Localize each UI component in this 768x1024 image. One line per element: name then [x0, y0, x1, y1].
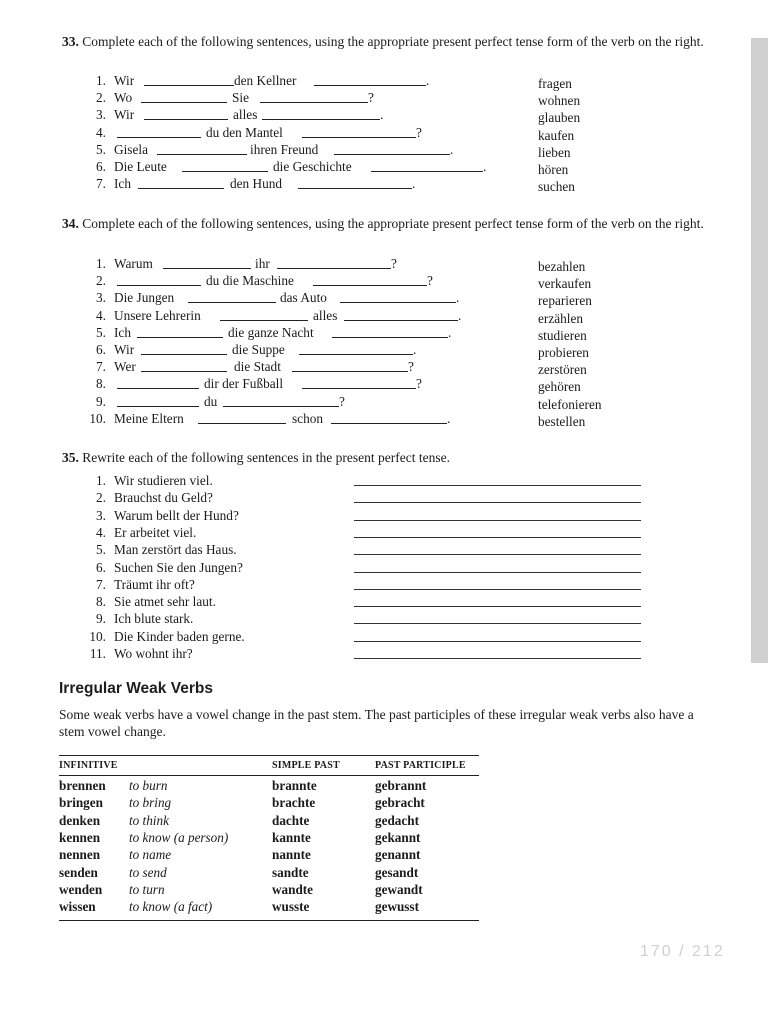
- simple-past-cell: brachte: [272, 795, 316, 811]
- item-number: 7.: [96, 576, 106, 592]
- item-number: 5.: [96, 542, 106, 558]
- infinitive-cell: kennen: [59, 829, 101, 845]
- verb-hint-row: [0, 344, 768, 361]
- meaning-cell: to know (a fact): [129, 899, 213, 915]
- exercise-instruction: Complete each of the following sentences, using the appropriate present perfect tense form of the verb on the right.: [82, 34, 704, 49]
- past-participle-cell: gewusst: [375, 899, 419, 915]
- item-text-middle: schon: [292, 410, 324, 426]
- item-number: 10.: [89, 628, 106, 644]
- verb-hint: gehören: [538, 379, 581, 395]
- verb-hint: suchen: [538, 179, 575, 195]
- item-punctuation: ?: [416, 124, 422, 140]
- rewrite-item: [0, 628, 768, 645]
- verb-hint-row: [0, 310, 768, 327]
- item-number: 4.: [96, 524, 106, 540]
- item-number: 3.: [96, 507, 106, 523]
- answer-line[interactable]: [354, 606, 641, 607]
- item-text-middle: du: [204, 393, 218, 409]
- verb-hint-row: [0, 92, 768, 109]
- item-sentence: Man zerstört das Haus.: [114, 542, 237, 558]
- infinitive-cell: wenden: [59, 881, 103, 897]
- item-text-start: Die Jungen: [114, 290, 175, 306]
- section-title: Irregular Weak Verbs: [59, 680, 213, 697]
- verb-hint: wohnen: [538, 93, 581, 109]
- item-number: 1.: [96, 73, 106, 88]
- item-sentence: Wir studieren viel.: [114, 473, 213, 488]
- item-text-start: Unsere Lehrerin: [114, 307, 201, 323]
- rewrite-item: [0, 576, 768, 593]
- item-number: 6.: [96, 342, 106, 357]
- item-punctuation: .: [447, 410, 451, 426]
- infinitive-cell: wissen: [59, 899, 96, 915]
- item-number: 2.: [96, 273, 106, 289]
- item-punctuation: ?: [368, 90, 374, 106]
- answer-line[interactable]: [354, 572, 641, 573]
- verb-hint: probieren: [538, 345, 589, 360]
- verb-hint-row: [0, 144, 768, 161]
- simple-past-cell: wusste: [272, 899, 310, 915]
- item-number: 5.: [96, 141, 106, 157]
- item-sentence: Die Kinder baden gerne.: [114, 628, 245, 644]
- item-text-start: Wir: [114, 73, 135, 88]
- answer-line[interactable]: [354, 554, 641, 555]
- item-number: 1.: [96, 473, 106, 488]
- simple-past-cell: brannte: [272, 778, 317, 793]
- verb-hint-row: [0, 127, 768, 144]
- item-text-middle: du den Mantel: [206, 124, 283, 140]
- scrollbar[interactable]: [751, 38, 768, 663]
- item-text-middle: du die Maschine: [206, 273, 294, 289]
- item-text-middle: Sie: [232, 90, 249, 106]
- verb-hint: studieren: [538, 327, 587, 343]
- item-text-middle: ihr: [255, 256, 270, 271]
- past-participle-cell: gebracht: [375, 795, 425, 811]
- rewrite-item: [0, 489, 768, 506]
- item-text-middle: alles: [233, 107, 258, 123]
- simple-past-cell: nannte: [272, 847, 311, 863]
- answer-line[interactable]: [354, 589, 641, 590]
- exercise-number: 33.: [62, 34, 79, 49]
- infinitive-cell: senden: [59, 864, 98, 880]
- item-punctuation: ?: [416, 376, 422, 392]
- item-number: 3.: [96, 290, 106, 306]
- simple-past-cell: dachte: [272, 812, 310, 828]
- item-text-middle: das Auto: [280, 290, 327, 306]
- item-text-middle: dir der Fußball: [204, 376, 284, 392]
- item-number: 9.: [96, 611, 106, 627]
- item-number: 5.: [96, 324, 106, 340]
- verb-hint: kaufen: [538, 127, 575, 143]
- item-text-start: Wir: [114, 107, 135, 123]
- verb-hint-row: [0, 292, 768, 309]
- past-participle-cell: gesandt: [375, 864, 419, 880]
- item-sentence: Brauchst du Geld?: [114, 490, 213, 506]
- simple-past-cell: wandte: [272, 881, 314, 897]
- item-sentence: Träumt ihr oft?: [114, 576, 195, 592]
- item-text-middle: die Geschichte: [273, 159, 352, 174]
- item-punctuation: .: [448, 324, 452, 340]
- past-participle-cell: gekannt: [375, 829, 421, 845]
- item-number: 10.: [89, 410, 106, 426]
- item-punctuation: ?: [408, 359, 414, 375]
- infinitive-cell: denken: [59, 812, 101, 828]
- table-header-rule: [59, 775, 479, 776]
- item-punctuation: .: [426, 73, 430, 88]
- answer-line[interactable]: [354, 658, 641, 659]
- table-top-rule: [59, 755, 479, 756]
- verb-hint-row: [0, 378, 768, 395]
- section-intro: Some weak verbs have a vowel change in the past stem. The past participles of these irregular weak verbs also have a stem vowel change.: [59, 707, 694, 739]
- verb-hint-row: [0, 258, 768, 275]
- answer-line[interactable]: [354, 623, 641, 624]
- answer-line[interactable]: [354, 641, 641, 642]
- item-text-start: Wer: [114, 359, 136, 375]
- rewrite-item: [0, 541, 768, 558]
- rewrite-item: [0, 559, 768, 576]
- verb-hint: verkaufen: [538, 276, 592, 292]
- item-text-start: Warum: [114, 256, 153, 271]
- verb-hint-row: [0, 396, 768, 413]
- item-punctuation: ?: [427, 273, 433, 289]
- item-punctuation: .: [450, 141, 454, 157]
- exercise-34-heading: [62, 215, 714, 232]
- item-sentence: Ich blute stark.: [114, 611, 194, 627]
- verb-hint-row: [0, 109, 768, 126]
- meaning-cell: to know (a person): [129, 829, 229, 845]
- rewrite-item: [0, 472, 768, 489]
- simple-past-cell: kannte: [272, 829, 311, 845]
- item-text-start: Ich: [114, 176, 131, 192]
- item-number: 6.: [96, 159, 106, 174]
- infinitive-cell: bringen: [59, 795, 103, 811]
- item-text-start: Gisela: [114, 141, 148, 157]
- item-text-start: Ich: [114, 324, 131, 340]
- verb-hint: lieben: [538, 144, 571, 160]
- past-participle-cell: gebrannt: [375, 778, 427, 793]
- item-number: 1.: [96, 256, 106, 271]
- table-bottom-rule: [59, 920, 479, 921]
- item-text-middle: die Stadt: [234, 359, 281, 375]
- exercise-instruction: Rewrite each of the following sentences in the present perfect tense.: [82, 450, 450, 465]
- infinitive-cell: nennen: [59, 847, 101, 863]
- item-sentence: Warum bellt der Hund?: [114, 507, 239, 523]
- header-infinitive: INFINITIVE: [59, 760, 118, 771]
- answer-line[interactable]: [354, 520, 641, 521]
- answer-line[interactable]: [354, 502, 641, 503]
- item-punctuation: .: [412, 176, 416, 192]
- item-sentence: Suchen Sie den Jungen?: [114, 559, 243, 575]
- verb-hint-row: [0, 327, 768, 344]
- verb-hint: telefonieren: [538, 396, 602, 412]
- meaning-cell: to think: [129, 812, 169, 828]
- item-punctuation: .: [413, 342, 417, 357]
- item-text-start: Wir: [114, 342, 135, 357]
- item-text-middle: alles: [313, 307, 338, 323]
- item-number: 2.: [96, 490, 106, 506]
- item-text-middle: die ganze Nacht: [228, 324, 314, 340]
- verb-hint: bestellen: [538, 413, 586, 429]
- verb-hint: hören: [538, 162, 569, 177]
- item-sentence: Wo wohnt ihr?: [114, 646, 193, 661]
- verb-hint-row: [0, 178, 768, 195]
- verb-hint-row: [0, 75, 768, 92]
- verb-hint: zerstören: [538, 362, 587, 378]
- item-punctuation: ?: [391, 256, 397, 271]
- item-text-start: Meine Eltern: [114, 410, 184, 426]
- rewrite-item: [0, 524, 768, 541]
- rewrite-item: [0, 593, 768, 610]
- item-punctuation: .: [458, 307, 462, 323]
- past-participle-cell: gedacht: [375, 812, 419, 828]
- verb-hint-row: [0, 275, 768, 292]
- verb-hint: glauben: [538, 110, 581, 126]
- rewrite-item: [0, 610, 768, 627]
- item-number: 9.: [96, 393, 106, 409]
- infinitive-cell: brennen: [59, 778, 106, 793]
- meaning-cell: to send: [129, 864, 167, 880]
- item-number: 11.: [89, 646, 106, 661]
- meaning-cell: to turn: [129, 881, 165, 897]
- exercise-instruction: Complete each of the following sentences, using the appropriate present perfect tense form of the verb on the right.: [82, 216, 704, 231]
- verb-hint: fragen: [538, 76, 572, 91]
- header-simple-past: SIMPLE PAST: [272, 760, 340, 771]
- item-punctuation: .: [483, 159, 487, 174]
- item-number: 7.: [96, 359, 106, 375]
- answer-line[interactable]: [354, 537, 641, 538]
- meaning-cell: to burn: [129, 778, 168, 793]
- header-past-participle: PAST PARTICIPLE: [375, 760, 466, 771]
- item-number: 8.: [96, 594, 106, 610]
- rewrite-item: [0, 645, 768, 662]
- item-text-start: Wo: [114, 90, 133, 106]
- rewrite-item: [0, 507, 768, 524]
- item-sentence: Sie atmet sehr laut.: [114, 594, 216, 610]
- item-text-middle: ihren Freund: [250, 141, 319, 157]
- exercise-number: 34.: [62, 216, 79, 231]
- item-number: 4.: [96, 307, 106, 323]
- item-sentence: Er arbeitet viel.: [114, 524, 197, 540]
- item-number: 6.: [96, 559, 106, 575]
- meaning-cell: to name: [129, 847, 172, 863]
- item-punctuation: .: [456, 290, 460, 306]
- item-number: 7.: [96, 176, 106, 192]
- item-number: 4.: [96, 124, 106, 140]
- exercise-number: 35.: [62, 450, 79, 465]
- exercise-33-heading: [62, 33, 714, 50]
- item-text-middle: den Hund: [230, 176, 283, 192]
- past-participle-cell: gewandt: [375, 881, 423, 897]
- item-punctuation: .: [380, 107, 384, 123]
- item-number: 8.: [96, 376, 106, 392]
- item-text-middle: die Suppe: [232, 342, 285, 357]
- item-punctuation: ?: [339, 393, 345, 409]
- page-indicator: 170 / 212: [640, 943, 725, 960]
- meaning-cell: to bring: [129, 795, 172, 811]
- verb-hint-row: [0, 361, 768, 378]
- verb-hint: erzählen: [538, 310, 584, 326]
- exercise-35-heading: [62, 449, 714, 466]
- verb-hint-row: [0, 161, 768, 178]
- item-number: 3.: [96, 107, 106, 123]
- item-text-start: Die Leute: [114, 159, 167, 174]
- answer-line[interactable]: [354, 485, 641, 486]
- simple-past-cell: sandte: [272, 864, 309, 880]
- item-number: 2.: [96, 90, 106, 106]
- verb-hint: reparieren: [538, 293, 592, 309]
- past-participle-cell: genannt: [375, 847, 421, 863]
- verb-hint: bezahlen: [538, 259, 586, 274]
- verb-hint-row: [0, 413, 768, 430]
- item-text-middle: den Kellner: [234, 73, 297, 88]
